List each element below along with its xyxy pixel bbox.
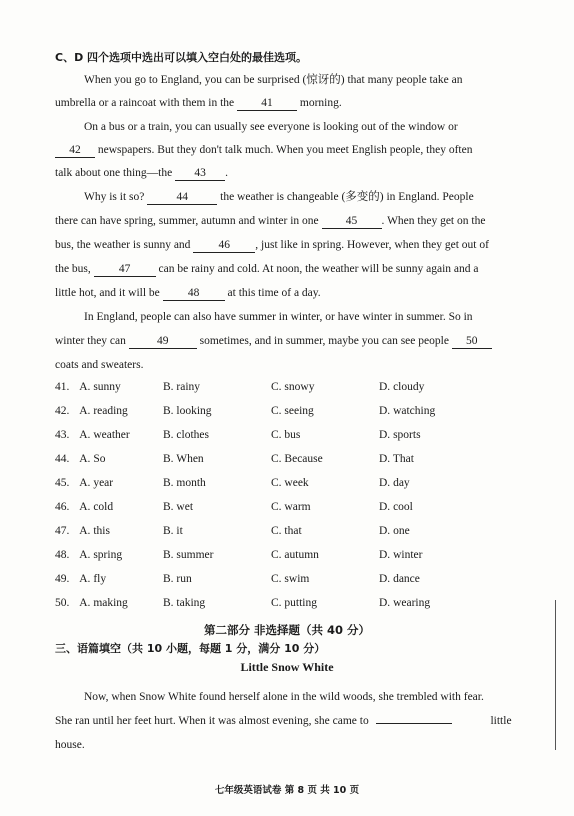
option-a: 50. A. making xyxy=(55,597,128,609)
blank-47: 47 xyxy=(94,263,156,277)
passage-line: talk about one thing—the 43 . xyxy=(55,167,228,179)
instruction: C、D 四个选项中选出可以填入空白处的最佳选项。 xyxy=(55,51,308,64)
option-a: 46. A. cold xyxy=(55,501,114,513)
story-line: She ran until her feet hurt. When it was almost evening, she came to little xyxy=(55,715,512,727)
passage-line: 42 newspapers. But they don't talk much. When you meet English people, they often xyxy=(55,142,544,158)
option-c: C. bus xyxy=(271,429,301,441)
option-row-50 xyxy=(55,597,555,615)
part-two-heading: 第二部分 非选择题（共 40 分） xyxy=(203,623,370,637)
passage-line: When you go to England, you can be surprised (惊讶的) that many people take an xyxy=(84,74,463,86)
blank-45: 45 xyxy=(322,215,382,229)
option-d: D. dance xyxy=(379,573,420,585)
option-c: C. snowy xyxy=(271,381,315,393)
option-d: D. sports xyxy=(379,429,421,441)
blank-44: 44 xyxy=(147,191,217,205)
option-b: B. summer xyxy=(163,549,214,561)
blank-48: 48 xyxy=(163,287,225,301)
option-b: B. month xyxy=(163,477,206,489)
blank-story-1 xyxy=(376,723,452,724)
option-a: 48. A. spring xyxy=(55,549,123,561)
option-c: C. Because xyxy=(271,453,323,465)
option-b: B. looking xyxy=(163,405,212,417)
passage-line: winter they can 49 sometimes, and in summer, maybe you can see people 50 xyxy=(55,333,544,349)
option-row-44 xyxy=(55,453,555,471)
option-d: D. winter xyxy=(379,549,423,561)
blank-46: 46 xyxy=(193,239,255,253)
option-d: D. That xyxy=(379,453,414,465)
option-b: B. taking xyxy=(163,597,206,609)
option-c: C. seeing xyxy=(271,405,314,417)
option-b: B. rainy xyxy=(163,381,201,393)
blank-49: 49 xyxy=(129,335,197,349)
option-a: 42. A. reading xyxy=(55,405,128,417)
passage-line: umbrella or a raincoat with them in the 41 morning. xyxy=(55,97,342,109)
passage-line: coats and sweaters. xyxy=(55,359,144,371)
passage-line: In England, people can also have summer in winter, or have winter in summer. So in xyxy=(84,311,473,323)
option-d: D. one xyxy=(379,525,410,537)
option-a: 41. A. sunny xyxy=(55,381,121,393)
page-footer: 七年级英语试卷 第 8 页 共 10 页 xyxy=(214,785,360,796)
option-a: 45. A. year xyxy=(55,477,114,489)
option-d: D. wearing xyxy=(379,597,431,609)
option-d: D. watching xyxy=(379,405,436,417)
option-c: C. swim xyxy=(271,573,310,585)
blank-41: 41 xyxy=(237,97,297,111)
option-row-47 xyxy=(55,525,555,543)
option-b: B. wet xyxy=(163,501,194,513)
option-b: B. When xyxy=(163,453,204,465)
story-title: Little Snow White xyxy=(240,660,334,674)
option-row-41 xyxy=(55,381,555,399)
blank-42: 42 xyxy=(55,144,95,158)
option-d: D. cloudy xyxy=(379,381,425,393)
option-b: B. clothes xyxy=(163,429,209,441)
passage-line: the bus, 47 can be rainy and cold. At noon, the weather will be sunny again and a xyxy=(55,263,479,275)
option-c: C. putting xyxy=(271,597,318,609)
blank-50: 50 xyxy=(452,335,492,349)
option-c: C. that xyxy=(271,525,302,537)
section-three-heading: 三、语篇填空（共 10 小题，每题 1 分，满分 10 分） xyxy=(55,642,326,655)
story-line: house. xyxy=(55,739,85,751)
option-row-46 xyxy=(55,501,555,519)
option-b: B. run xyxy=(163,573,192,585)
option-a: 43. A. weather xyxy=(55,429,130,441)
option-row-43 xyxy=(55,429,555,447)
option-d: D. day xyxy=(379,477,410,489)
option-b: B. it xyxy=(163,525,183,537)
option-row-48 xyxy=(55,549,555,567)
option-row-45 xyxy=(55,477,555,495)
passage-line: On a bus or a train, you can usually see everyone is looking out of the window or xyxy=(84,121,458,133)
option-c: C. week xyxy=(271,477,309,489)
option-row-49 xyxy=(55,573,555,591)
option-c: C. warm xyxy=(271,501,311,513)
passage-line: bus, the weather is sunny and 46 , just like in spring. However, when they get out of xyxy=(55,239,489,251)
passage-line: there can have spring, summer, autumn and winter in one 45 . When they get on the xyxy=(55,215,486,227)
option-a: 44. A. So xyxy=(55,453,106,465)
option-d: D. cool xyxy=(379,501,413,513)
option-row-42 xyxy=(55,405,555,423)
option-a: 47. A. this xyxy=(55,525,110,537)
option-c: C. autumn xyxy=(271,549,319,561)
option-a: 49. A. fly xyxy=(55,573,107,585)
blank-43: 43 xyxy=(175,167,225,181)
margin-line xyxy=(555,600,556,750)
story-line: Now, when Snow White found herself alone in the wild woods, she trembled with fear. xyxy=(84,691,484,703)
passage-line: little hot, and it will be 48 at this time of a day. xyxy=(55,287,321,299)
passage-line: Why is it so? 44 the weather is changeable (多变的) in England. People xyxy=(84,191,474,203)
